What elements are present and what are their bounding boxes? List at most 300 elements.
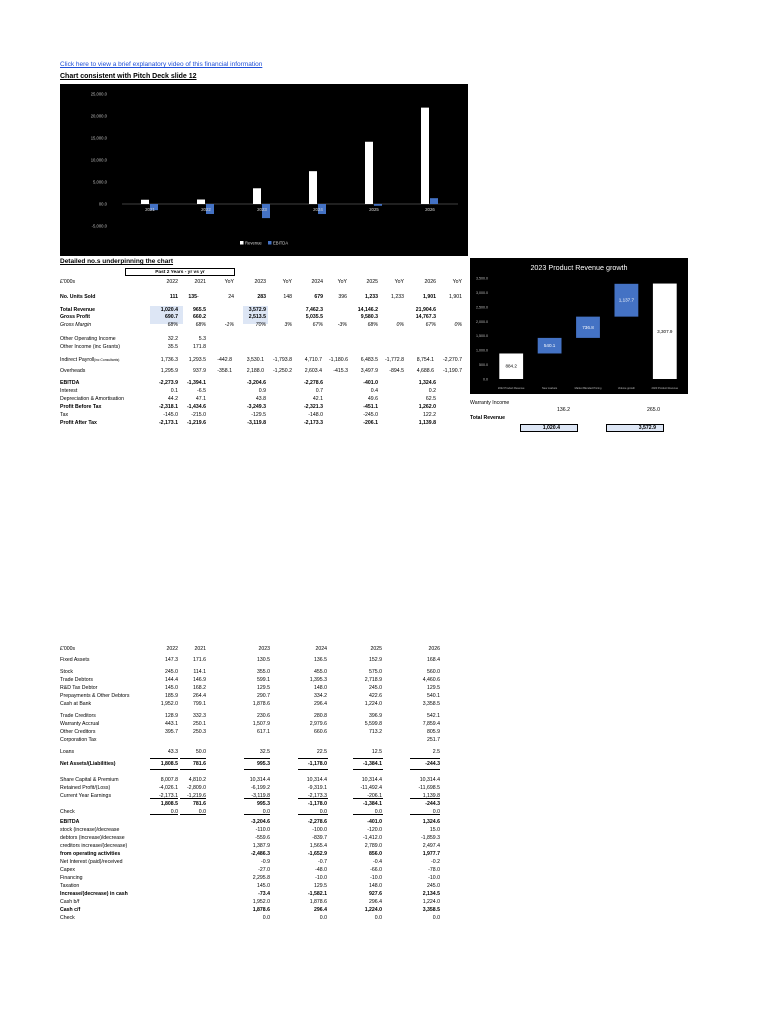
table-cell: 713.2: [369, 729, 382, 735]
table-cell: -245.0: [363, 412, 378, 418]
table-cell: 68%: [167, 322, 178, 328]
table-cell: 3,358.5: [422, 701, 440, 707]
revenue-ebitda-chart: [60, 84, 468, 256]
waterfall-data-label: 736.8: [582, 324, 594, 330]
table-cell: 332.3: [193, 713, 206, 719]
table-cell: 4,810.2: [188, 777, 206, 783]
table-cell: -0.9: [261, 859, 270, 865]
table-cell: 43.8: [255, 396, 266, 402]
row-label: Prepayments & Other Debtors: [60, 693, 130, 699]
table-cell: 147.3: [165, 657, 178, 663]
table-cell: 1,901: [423, 294, 436, 300]
chart-caption: Chart consistent with Pitch Deck slide 12: [60, 73, 197, 80]
column-header: 2023: [258, 646, 270, 652]
table-cell: -401.0: [363, 380, 378, 386]
table-cell: 2,513.5: [248, 314, 266, 320]
row-label: Net Assets/(Liabilities): [60, 761, 116, 767]
table-cell: 781.6: [193, 801, 206, 807]
table-cell: 2,603.4: [304, 368, 322, 374]
table-cell: 799.1: [193, 701, 206, 707]
row-label: Share Capital & Premium: [60, 777, 119, 783]
revenue-ebitda-chart-svg: [60, 84, 468, 256]
row-label: from operating activities: [60, 851, 121, 857]
row-label: Gross Profit: [60, 314, 90, 320]
table-cell: 1,878.6: [252, 701, 270, 707]
row-label: Financing: [60, 875, 83, 881]
table-cell: 1,387.9: [252, 843, 270, 849]
table-cell: 1,324.6: [422, 819, 440, 825]
table-cell: -11,698.5: [418, 785, 440, 791]
table-cell: 1,952.0: [160, 701, 178, 707]
row-label: Profit Before Tax: [60, 404, 102, 410]
row-label: Retained Profit/(Loss): [60, 785, 111, 791]
table-cell: 171.6: [193, 657, 206, 663]
row-label: Gross Margin: [60, 322, 92, 328]
x-tick-label: 2025: [369, 207, 379, 212]
table-cell: 9,580.3: [360, 314, 378, 320]
waterfall-data-label: 1,137.7: [618, 297, 635, 303]
table-cell: -145.0: [163, 412, 178, 418]
waterfall-data-label: 3,307.9: [657, 328, 673, 334]
table-cell: -: [197, 294, 199, 300]
table-cell: 1,224.0: [364, 701, 382, 707]
table-cell: -6.5: [197, 388, 206, 394]
table-cell: -1,190.7: [442, 368, 462, 374]
table-cell: -2,486.3: [250, 851, 270, 857]
column-header: 2023: [254, 279, 266, 285]
table-cell: 1,808.5: [160, 801, 178, 807]
table-cell: 660.2: [193, 314, 206, 320]
table-cell: 0.1: [170, 388, 178, 394]
y-tick-label: 500.0: [479, 363, 488, 368]
table-cell: -244.3: [425, 761, 440, 767]
table-cell: 67%: [312, 322, 323, 328]
row-label: Indirect Payroll: [60, 357, 95, 363]
row-label: Total Revenue: [60, 307, 96, 313]
table-cell: 540.1: [427, 693, 440, 699]
row-label: Other Operating Income: [60, 336, 116, 342]
table-cell: 70%: [255, 322, 266, 328]
table-cell: -401.0: [367, 819, 382, 825]
table-cell: 114.1: [193, 669, 206, 675]
row-label: Trade Creditors: [60, 713, 96, 719]
table-cell: 937.9: [193, 368, 206, 374]
table-cell: 2,134.5: [422, 891, 440, 897]
column-header: 2021: [194, 646, 206, 652]
table-cell: 42.1: [312, 396, 323, 402]
x-tick-label: 2021: [145, 207, 155, 212]
row-label: Interest: [60, 388, 78, 394]
table-cell: -1,793.8: [272, 357, 292, 363]
table-cell: 43.3: [167, 749, 178, 755]
x-tick-label: 2022: [201, 207, 211, 212]
legend-label: Revenue: [245, 240, 262, 246]
table-cell: 5.3: [198, 336, 206, 342]
table-cell: 395.7: [165, 729, 178, 735]
table-cell: -1,219.6: [186, 793, 206, 799]
table-cell: 0.0: [432, 915, 440, 921]
total-revenue-label: Total Revenue: [470, 415, 506, 421]
warranty-income-2023: 265.0: [647, 407, 660, 413]
revenue-bar: [309, 171, 317, 204]
table-cell: 0.0: [262, 809, 270, 815]
column-header: £'000s: [60, 646, 76, 652]
row-label: creditors increase/(decrease): [60, 843, 128, 849]
row-label: stock (increase)/decrease: [60, 827, 120, 833]
table-cell: 1,808.5: [160, 761, 178, 767]
table-cell: 1,224.0: [364, 907, 382, 913]
table-cell: 0.0: [319, 915, 327, 921]
table-cell: -1,772.8: [384, 357, 404, 363]
table-cell: 68%: [195, 322, 206, 328]
table-cell: 355.0: [257, 669, 270, 675]
table-cell: 2,188.0: [246, 368, 264, 374]
x-tick-label: 2022 Product Revenue: [497, 387, 525, 390]
table-cell: 443.1: [165, 721, 178, 727]
column-header: YoY: [452, 279, 462, 285]
table-cell: 129.5: [427, 685, 440, 691]
table-cell: 334.2: [314, 693, 327, 699]
table-cell: -2,173.1: [158, 793, 178, 799]
y-tick-label: 2,500.0: [476, 305, 488, 310]
table-cell: 49.6: [367, 396, 378, 402]
revenue-bar: [197, 200, 205, 204]
row-label: Cash at Bank: [60, 701, 92, 707]
table-cell: 152.9: [369, 657, 382, 663]
table-cell: 145.0: [257, 883, 270, 889]
table-cell: 10,314.4: [419, 777, 440, 783]
table-cell: 599.1: [257, 677, 270, 683]
table-cell: -1,652.9: [307, 851, 327, 857]
table-cell: -0.7: [318, 859, 327, 865]
video-link[interactable]: Click here to view a brief explanatory video of this financial information: [60, 61, 263, 68]
row-label: Taxation: [60, 883, 80, 889]
waterfall-data-label: 884.2: [505, 363, 517, 369]
table-cell: 560.0: [427, 669, 440, 675]
revenue-bar: [141, 200, 149, 204]
table-cell: -3,119.8: [247, 420, 266, 426]
table-cell: 251.7: [427, 737, 440, 743]
table-cell: 129.5: [314, 883, 327, 889]
table-cell: 148: [283, 294, 292, 300]
table-cell: 542.1: [427, 713, 440, 719]
table-cell: 22.5: [316, 749, 327, 755]
table-cell: -1,859.3: [420, 835, 440, 841]
table-cell: 1,233: [365, 294, 378, 300]
table-cell: 2,789.0: [364, 843, 382, 849]
table-cell: -2,173.3: [307, 793, 327, 799]
table-cell: 1,224.0: [422, 899, 440, 905]
table-cell: 679: [314, 294, 323, 300]
table-cell: 1,139.8: [418, 420, 436, 426]
y-tick-label: 10,000.0: [90, 157, 107, 163]
table-cell: -839.7: [312, 835, 327, 841]
table-cell: -358.1: [217, 368, 232, 374]
table-cell: 10,314.4: [306, 777, 327, 783]
table-cell: 146.9: [193, 677, 206, 683]
table-cell: 455.0: [314, 669, 327, 675]
warranty-income-label: Warranty Income: [470, 400, 510, 406]
table-cell: -1,582.1: [307, 891, 327, 897]
table-cell: 230.6: [257, 713, 270, 719]
table-cell: 422.6: [369, 693, 382, 699]
table-cell: 1,233: [391, 294, 404, 300]
row-label: Warranty Accrual: [60, 721, 100, 727]
table-cell: 1,878.6: [309, 899, 327, 905]
table-cell: -120.0: [367, 827, 382, 833]
table-cell: 0.7: [315, 388, 323, 394]
row-label: Cash b/f: [60, 899, 80, 905]
table-cell: 5,599.8: [364, 721, 382, 727]
table-cell: -3,249.3: [246, 404, 266, 410]
table-cell: -2,809.0: [186, 785, 206, 791]
table-cell: -0.2: [431, 859, 440, 865]
table-cell: 995.3: [257, 761, 270, 767]
table-cell: -1,384.1: [362, 761, 382, 767]
waterfall-title: 2023 Product Revenue growth: [530, 263, 628, 272]
table-cell: -2,270.7: [442, 357, 462, 363]
table-cell: -10.0: [370, 875, 382, 881]
row-label: Corporation Tax: [60, 737, 97, 743]
table-cell: -2,273.9: [158, 380, 178, 386]
table-cell: 0.0: [262, 915, 270, 921]
table-cell: 1,952.0: [252, 899, 270, 905]
table-cell: 4,460.6: [422, 677, 440, 683]
table-cell: 927.6: [369, 891, 382, 897]
row-label: Current Year Earnings: [60, 793, 112, 799]
legend-label: EBITDA: [273, 240, 289, 246]
table-cell: 3%: [284, 322, 292, 328]
table-cell: 1,977.7: [422, 851, 440, 857]
table-cell: 2.5: [432, 749, 440, 755]
table-cell: 47.1: [195, 396, 206, 402]
legend-swatch: [240, 241, 244, 245]
row-label: Overheads: [60, 368, 86, 374]
past-2-years-header: Past 2 Years - yr vs yr: [125, 268, 235, 276]
table-cell: -1%: [224, 322, 234, 328]
y-tick-label: 1,500.0: [476, 334, 488, 339]
table-cell: 1,139.8: [422, 793, 440, 799]
table-cell: -1,434.6: [186, 404, 206, 410]
table-cell: 290.7: [257, 693, 270, 699]
table-cell: 185.9: [165, 693, 178, 699]
table-cell: 965.5: [193, 307, 206, 313]
column-header: YoY: [224, 279, 234, 285]
table-cell: 35.5: [167, 344, 178, 350]
table-cell: -206.1: [363, 420, 378, 426]
table-cell: 15.0: [429, 827, 440, 833]
table-cell: 2,718.9: [364, 677, 382, 683]
table-cell: 805.9: [427, 729, 440, 735]
table-cell: 144.4: [165, 677, 178, 683]
y-tick-label: 2,000.0: [476, 319, 488, 324]
table-cell: -1,219.6: [186, 420, 206, 426]
legend-swatch: [268, 241, 272, 245]
total-revenue-2023: 3,572.9: [638, 425, 656, 431]
table-cell: 7,462.3: [305, 307, 323, 313]
column-header: YoY: [337, 279, 347, 285]
table-cell: 128.9: [165, 713, 178, 719]
table-cell: 296.4: [369, 899, 382, 905]
column-header: 2022: [166, 279, 178, 285]
table-cell: -2,173.1: [158, 420, 178, 426]
table-cell: -415.3: [333, 368, 348, 374]
table-cell: 690.7: [165, 314, 178, 320]
product-revenue-waterfall-svg: [470, 258, 688, 394]
row-label: Profit After Tax: [60, 420, 97, 426]
table-cell: 44.2: [167, 396, 178, 402]
table-cell: 1,901: [449, 294, 462, 300]
table-cell: 1,295.9: [160, 368, 178, 374]
table-cell: 2,979.6: [309, 721, 327, 727]
table-cell: 14,146.2: [357, 307, 378, 313]
y-tick-label: 5,000.0: [93, 179, 107, 185]
table-cell: 32.2: [167, 336, 178, 342]
table-cell: -66.0: [370, 867, 382, 873]
column-header: 2025: [366, 279, 378, 285]
table-cell: -894.5: [389, 368, 404, 374]
table-cell: 130.5: [257, 657, 270, 663]
table-cell: -3,204.6: [246, 380, 266, 386]
table-cell: -215.0: [191, 412, 206, 418]
y-tick-label: 00.0: [98, 201, 107, 207]
table-cell: 0.9: [258, 388, 266, 394]
table-cell: -1,384.1: [362, 801, 382, 807]
product-revenue-waterfall-chart: [470, 258, 688, 394]
table-cell: 280.8: [314, 713, 327, 719]
table-cell: 14,767.3: [415, 314, 436, 320]
row-label: Check: [60, 809, 75, 815]
table-cell: 2,497.4: [422, 843, 440, 849]
table-cell: 575.0: [369, 669, 382, 675]
table-cell: 111: [169, 294, 178, 300]
table-cell: -3%: [337, 322, 347, 328]
table-cell: 3,572.9: [248, 307, 266, 313]
table-cell: 21,904.6: [415, 307, 436, 313]
row-note: (inc Consultants): [94, 358, 120, 362]
table-cell: -1,412.0: [362, 835, 382, 841]
table-cell: -1,178.0: [307, 801, 327, 807]
table-cell: 1,262.0: [418, 404, 436, 410]
table-cell: 0.0: [198, 809, 206, 815]
y-tick-label: -5,000.0: [91, 223, 107, 229]
row-label: Other Income (inc Grants): [60, 344, 120, 350]
table-cell: 8,007.8: [160, 777, 178, 783]
y-tick-label: 20,000.0: [90, 113, 107, 119]
table-cell: -2,173.3: [303, 420, 323, 426]
table-cell: 660.6: [314, 729, 327, 735]
table-cell: 617.1: [257, 729, 270, 735]
table-cell: 1,878.6: [252, 907, 270, 913]
table-cell: 0.0: [374, 915, 382, 921]
table-cell: 856.0: [369, 851, 382, 857]
table-cell: 250.3: [193, 729, 206, 735]
revenue-bar: [365, 142, 373, 204]
table-cell: -78.0: [428, 867, 440, 873]
table-cell: 135: [188, 294, 197, 300]
x-tick-label: 2023 Product Revenue: [651, 387, 679, 390]
x-tick-label: 2024: [313, 207, 323, 212]
table-cell: 3,497.9: [360, 368, 378, 374]
table-cell: -10.0: [428, 875, 440, 881]
row-label: EBITDA: [60, 819, 80, 825]
y-tick-label: 3,500.0: [476, 276, 488, 281]
row-label: Trade Debtors: [60, 677, 93, 683]
table-cell: 148.0: [314, 685, 327, 691]
table-cell: 1,395.3: [309, 677, 327, 683]
table-cell: 1,507.9: [252, 721, 270, 727]
y-tick-label: 1,000.0: [476, 348, 488, 353]
table-cell: 0%: [396, 322, 404, 328]
table-cell: 10,314.4: [361, 777, 382, 783]
row-label: Depreciation & Amortisation: [60, 396, 125, 402]
chart-legend: [240, 241, 288, 246]
table-cell: 10,314.4: [249, 777, 270, 783]
table-caption: Detailed no.s underpinning the chart: [60, 258, 174, 265]
row-label: R&D Tax Debtor: [60, 685, 98, 691]
y-tick-label: 0.0: [483, 377, 488, 382]
column-header: 2021: [194, 279, 206, 285]
table-cell: 7,859.4: [422, 721, 440, 727]
table-cell: 6,483.5: [360, 357, 378, 363]
table-cell: -100.0: [312, 827, 327, 833]
table-cell: 245.0: [369, 685, 382, 691]
table-cell: -1,250.2: [272, 368, 292, 374]
y-tick-label: 3,000.0: [476, 290, 488, 295]
table-cell: 283: [257, 294, 266, 300]
table-cell: 1,293.5: [188, 357, 206, 363]
table-cell: 0.4: [370, 388, 378, 394]
table-cell: 396.9: [369, 713, 382, 719]
table-cell: -27.0: [258, 867, 270, 873]
table-cell: -2,278.6: [303, 380, 323, 386]
table-cell: -10.0: [315, 875, 327, 881]
revenue-bar: [421, 108, 429, 204]
row-label: Tax: [60, 412, 69, 418]
table-cell: 171.8: [193, 344, 206, 350]
total-revenue-2022: 1,020.4: [542, 425, 560, 431]
table-cell: 245.0: [165, 669, 178, 675]
table-cell: 245.0: [427, 883, 440, 889]
table-cell: 136.5: [314, 657, 327, 663]
table-cell: 1,020.4: [160, 307, 178, 313]
x-tick-label: Volume growth: [617, 387, 635, 390]
table-cell: 122.2: [423, 412, 436, 418]
table-cell: 168.4: [427, 657, 440, 663]
table-cell: 296.4: [314, 701, 327, 707]
column-header: 2025: [370, 646, 382, 652]
revenue-bar: [253, 188, 261, 204]
table-cell: -0.4: [373, 859, 382, 865]
table-cell: 168.2: [193, 685, 206, 691]
table-cell: -244.3: [425, 801, 440, 807]
column-header: 2026: [424, 279, 436, 285]
table-cell: -2,318.1: [158, 404, 178, 410]
table-cell: -1,178.0: [307, 761, 327, 767]
table-cell: 1,324.6: [418, 380, 436, 386]
table-cell: -11,492.4: [360, 785, 382, 791]
ebitda-bar: [430, 198, 438, 204]
table-cell: -559.6: [255, 835, 270, 841]
table-cell: 67%: [425, 322, 436, 328]
row-label: Fixed Assets: [60, 657, 90, 663]
x-tick-label: New markets: [542, 387, 558, 390]
table-cell: 129.5: [257, 685, 270, 691]
table-cell: -2,278.6: [307, 819, 327, 825]
y-tick-label: 15,000.0: [90, 135, 107, 141]
table-cell: 0%: [454, 322, 462, 328]
table-cell: -148.0: [308, 412, 323, 418]
